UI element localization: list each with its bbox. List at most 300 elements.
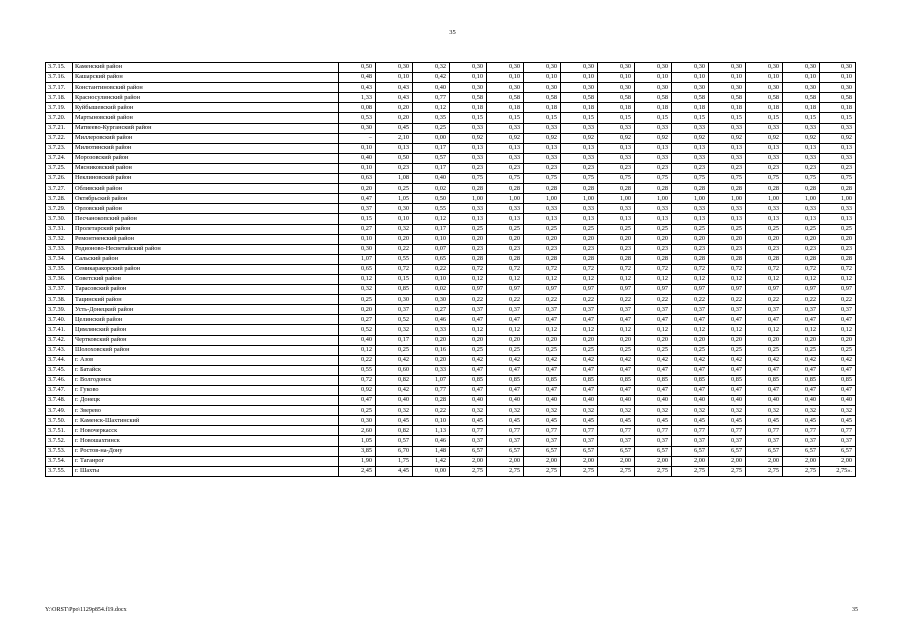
row-value: 0,33 bbox=[709, 153, 746, 163]
row-value: 0,75 bbox=[635, 174, 672, 184]
row-value: 0,20 bbox=[487, 335, 524, 345]
row-value: 0,23 bbox=[820, 244, 856, 254]
row-name: Мясниковский район bbox=[73, 163, 339, 173]
row-value: 0,30 bbox=[598, 83, 635, 93]
row-value: 0,85 bbox=[672, 375, 709, 385]
row-value: 0,50 bbox=[339, 63, 376, 73]
row-value: 0,85 bbox=[524, 375, 561, 385]
row-name: Кашарский район bbox=[73, 73, 339, 83]
row-code: 3.7.32. bbox=[46, 234, 73, 244]
row-value: 0,22 bbox=[598, 295, 635, 305]
row-value: 0,82 bbox=[376, 426, 413, 436]
row-value: 0,50 bbox=[376, 153, 413, 163]
row-value: 0,85 bbox=[450, 375, 487, 385]
row-value: 0,13 bbox=[598, 143, 635, 153]
row-value: 0,22 bbox=[376, 244, 413, 254]
row-value: 0,33 bbox=[783, 204, 820, 214]
row-value: 0,30 bbox=[820, 83, 856, 93]
row-code: 3.7.50. bbox=[46, 416, 73, 426]
row-value: 0,15 bbox=[524, 113, 561, 123]
row-value: 0,25 bbox=[524, 224, 561, 234]
row-value: 0,20 bbox=[709, 335, 746, 345]
row-value: 0,28 bbox=[450, 254, 487, 264]
row-value: 2,75 bbox=[598, 466, 635, 476]
row-value: 0,75 bbox=[487, 174, 524, 184]
row-value: 0,13 bbox=[783, 214, 820, 224]
row-value: 0,40 bbox=[783, 396, 820, 406]
row-value: 0,97 bbox=[524, 285, 561, 295]
row-value: 1,00 bbox=[524, 194, 561, 204]
row-value: 0,30 bbox=[635, 63, 672, 73]
row-value: 0,47 bbox=[746, 365, 783, 375]
table-row bbox=[46, 436, 856, 446]
row-value: 0,13 bbox=[561, 214, 598, 224]
row-value: 0,33 bbox=[524, 204, 561, 214]
row-value: 0,85 bbox=[820, 375, 856, 385]
row-value: 0,37 bbox=[450, 436, 487, 446]
row-value: 0,33 bbox=[598, 123, 635, 133]
row-value: 0,57 bbox=[376, 436, 413, 446]
row-value: 0,77 bbox=[450, 426, 487, 436]
row-value: 0,77 bbox=[598, 426, 635, 436]
row-code: 3.7.36. bbox=[46, 274, 73, 284]
row-value: 0,25 bbox=[820, 345, 856, 355]
row-value: 0,12 bbox=[339, 274, 376, 284]
row-value: 0,23 bbox=[376, 163, 413, 173]
row-value: 0,37 bbox=[598, 305, 635, 315]
row-value: 0,10 bbox=[413, 416, 450, 426]
row-value: 0,20 bbox=[672, 234, 709, 244]
row-value: 0,85 bbox=[709, 375, 746, 385]
row-value: 6,57 bbox=[635, 446, 672, 456]
row-value: 0,30 bbox=[598, 63, 635, 73]
row-value: 0,33 bbox=[820, 153, 856, 163]
row-name: Куйбышевский район bbox=[73, 103, 339, 113]
row-value: 0,40 bbox=[561, 396, 598, 406]
row-value: 0,32 bbox=[376, 325, 413, 335]
row-name: г. Зверево bbox=[73, 406, 339, 416]
row-value: 0,58 bbox=[450, 93, 487, 103]
row-value: 0,77 bbox=[524, 426, 561, 436]
row-value: 0,13 bbox=[672, 143, 709, 153]
row-value: 0,10 bbox=[413, 274, 450, 284]
row-value: 0,12 bbox=[635, 325, 672, 335]
row-value: 0,28 bbox=[709, 254, 746, 264]
row-name: Семикаракорский район bbox=[73, 264, 339, 274]
row-value: 0,17 bbox=[413, 224, 450, 234]
row-value: 0,32 bbox=[524, 406, 561, 416]
table-row bbox=[46, 305, 856, 315]
table-row bbox=[46, 103, 856, 113]
row-value: 0,28 bbox=[672, 184, 709, 194]
row-value: 0,33 bbox=[672, 204, 709, 214]
row-value: 0,47 bbox=[487, 386, 524, 396]
row-value: 0,45 bbox=[635, 416, 672, 426]
row-value: 0,55 bbox=[413, 204, 450, 214]
row-value: 0,02 bbox=[413, 184, 450, 194]
row-value: 0,45 bbox=[709, 416, 746, 426]
row-value: 1,42 bbox=[413, 456, 450, 466]
row-value: 0,15 bbox=[746, 113, 783, 123]
row-code: 3.7.20. bbox=[46, 113, 73, 123]
row-value: 1,00 bbox=[561, 194, 598, 204]
row-value: 0,13 bbox=[709, 143, 746, 153]
row-value: 0,33 bbox=[709, 123, 746, 133]
row-name: Чертковский район bbox=[73, 335, 339, 345]
row-value: 0,47 bbox=[561, 315, 598, 325]
row-name: Советский район bbox=[73, 274, 339, 284]
row-value: 0,52 bbox=[376, 315, 413, 325]
row-value: 0,47 bbox=[820, 365, 856, 375]
table-row bbox=[46, 83, 856, 93]
row-value: 0,23 bbox=[820, 163, 856, 173]
row-value: 0,30 bbox=[709, 63, 746, 73]
row-value: 0,85 bbox=[376, 285, 413, 295]
row-value: 0,47 bbox=[339, 194, 376, 204]
row-value: 0,40 bbox=[413, 83, 450, 93]
row-code: 3.7.46. bbox=[46, 375, 73, 385]
row-value: 0,75 bbox=[746, 174, 783, 184]
row-value: 0,13 bbox=[450, 214, 487, 224]
table-row bbox=[46, 355, 856, 365]
row-name: Морозовский район bbox=[73, 153, 339, 163]
row-value: 0,23 bbox=[524, 244, 561, 254]
row-name: Обливский район bbox=[73, 184, 339, 194]
table-row bbox=[46, 174, 856, 184]
row-value: 2,00 bbox=[783, 456, 820, 466]
row-value: 0,37 bbox=[746, 436, 783, 446]
row-value: 0,47 bbox=[783, 315, 820, 325]
row-value: 0,15 bbox=[635, 113, 672, 123]
row-value: 0,85 bbox=[487, 375, 524, 385]
row-value: 0,60 bbox=[376, 365, 413, 375]
row-value: 0,42 bbox=[413, 73, 450, 83]
row-code: 3.7.43. bbox=[46, 345, 73, 355]
row-value: 0,58 bbox=[820, 93, 856, 103]
row-value: 0,25 bbox=[487, 345, 524, 355]
row-value: 0,20 bbox=[413, 355, 450, 365]
table-row bbox=[46, 224, 856, 234]
row-value: 0,33 bbox=[598, 153, 635, 163]
row-value: 6,57 bbox=[487, 446, 524, 456]
row-value: 0,37 bbox=[450, 305, 487, 315]
row-value: 1,00 bbox=[450, 194, 487, 204]
row-value: 0,12 bbox=[598, 325, 635, 335]
row-value: 0,47 bbox=[635, 386, 672, 396]
row-value: 0,52 bbox=[339, 325, 376, 335]
row-value: 0,32 bbox=[783, 406, 820, 416]
row-value: 0,28 bbox=[561, 254, 598, 264]
row-value: 0,23 bbox=[561, 163, 598, 173]
row-value: 0,27 bbox=[413, 305, 450, 315]
row-value: 0,10 bbox=[450, 73, 487, 83]
row-value: 6,57 bbox=[746, 446, 783, 456]
row-code: 3.7.29. bbox=[46, 204, 73, 214]
row-value: 0,37 bbox=[524, 436, 561, 446]
row-value: 0,92 bbox=[709, 133, 746, 143]
row-value: 0,42 bbox=[746, 355, 783, 365]
row-value: 0,25 bbox=[339, 295, 376, 305]
row-value: 0,30 bbox=[413, 295, 450, 305]
row-value: 0,28 bbox=[561, 184, 598, 194]
row-value: 0,40 bbox=[376, 396, 413, 406]
row-value: 0,25 bbox=[746, 224, 783, 234]
row-value: 0,20 bbox=[783, 335, 820, 345]
row-value: 0,22 bbox=[783, 295, 820, 305]
row-value: 0,33 bbox=[746, 153, 783, 163]
footer-file-path: Y:\ORST\Ppo\1129p854.f19.docx bbox=[45, 607, 127, 613]
row-value: 0,97 bbox=[820, 285, 856, 295]
row-name: Шолоховский район bbox=[73, 345, 339, 355]
row-value: 0,23 bbox=[635, 163, 672, 173]
row-value: 1,48 bbox=[413, 446, 450, 456]
row-value: 2,75 bbox=[561, 466, 598, 476]
row-value: 0,20 bbox=[598, 335, 635, 345]
row-value: 0,72 bbox=[820, 264, 856, 274]
row-value: 0,30 bbox=[820, 63, 856, 73]
row-value: 0,30 bbox=[450, 83, 487, 93]
row-value: 0,20 bbox=[561, 335, 598, 345]
row-value: 0,15 bbox=[450, 113, 487, 123]
row-value: 0,32 bbox=[376, 406, 413, 416]
row-value: 0,92 bbox=[339, 386, 376, 396]
row-value: 0,72 bbox=[524, 264, 561, 274]
table-row bbox=[46, 274, 856, 284]
row-value: 0,30 bbox=[339, 123, 376, 133]
row-value: 0,12 bbox=[413, 214, 450, 224]
table-row bbox=[46, 93, 856, 103]
row-value: 0,47 bbox=[524, 315, 561, 325]
row-name: Сальский район bbox=[73, 254, 339, 264]
table-row bbox=[46, 406, 856, 416]
row-value: 0,30 bbox=[487, 83, 524, 93]
row-value: 0,97 bbox=[746, 285, 783, 295]
row-value: 0,58 bbox=[783, 93, 820, 103]
row-value: 0,12 bbox=[487, 274, 524, 284]
row-value: 0,75 bbox=[820, 174, 856, 184]
row-value: 0,47 bbox=[524, 386, 561, 396]
row-value: 2,00 bbox=[672, 456, 709, 466]
row-code: 3.7.15. bbox=[46, 63, 73, 73]
row-value: 0,28 bbox=[783, 184, 820, 194]
row-value: 0,37 bbox=[783, 436, 820, 446]
row-value: 0,42 bbox=[672, 355, 709, 365]
row-value: 0,13 bbox=[635, 143, 672, 153]
row-value: 0,30 bbox=[376, 63, 413, 73]
row-value: 0,20 bbox=[450, 234, 487, 244]
row-value: 0,40 bbox=[635, 396, 672, 406]
table-row bbox=[46, 315, 856, 325]
row-value: 3,85 bbox=[339, 446, 376, 456]
row-value: 0,37 bbox=[672, 305, 709, 315]
row-value: 0,15 bbox=[561, 113, 598, 123]
row-value: 0,85 bbox=[561, 375, 598, 385]
row-value: 0,47 bbox=[598, 386, 635, 396]
row-value: 0,42 bbox=[487, 355, 524, 365]
row-value: 0,30 bbox=[709, 83, 746, 93]
row-value: 2,75 bbox=[746, 466, 783, 476]
row-code: 3.7.39. bbox=[46, 305, 73, 315]
row-value: 0,32 bbox=[672, 406, 709, 416]
row-value: 0,85 bbox=[598, 375, 635, 385]
row-value: 0,23 bbox=[450, 244, 487, 254]
row-code: 3.7.18. bbox=[46, 93, 73, 103]
row-value: 0,13 bbox=[672, 214, 709, 224]
row-value: 0,12 bbox=[635, 274, 672, 284]
row-value: 0,47 bbox=[450, 386, 487, 396]
row-value: 0,28 bbox=[635, 254, 672, 264]
row-value: 0,12 bbox=[339, 345, 376, 355]
row-value: 0,13 bbox=[598, 214, 635, 224]
row-value: 0,40 bbox=[709, 396, 746, 406]
row-value: 0,25 bbox=[635, 345, 672, 355]
row-value: 0,72 bbox=[450, 264, 487, 274]
row-value: 0,28 bbox=[487, 254, 524, 264]
row-name: Песчанокопский район bbox=[73, 214, 339, 224]
row-value: 2,60 bbox=[339, 426, 376, 436]
row-value: 0,55 bbox=[339, 365, 376, 375]
row-value: 1,00 bbox=[487, 194, 524, 204]
row-value: 0,45 bbox=[746, 416, 783, 426]
row-value: 0,55 bbox=[376, 254, 413, 264]
row-value: 0,33 bbox=[487, 204, 524, 214]
row-value: 0,58 bbox=[524, 93, 561, 103]
row-value: 0,17 bbox=[376, 335, 413, 345]
table-row bbox=[46, 133, 856, 143]
row-value: 0,12 bbox=[820, 274, 856, 284]
row-name: Мартыновский район bbox=[73, 113, 339, 123]
row-value: 2,00 bbox=[450, 456, 487, 466]
row-value: 0,30 bbox=[339, 416, 376, 426]
row-value: 0,23 bbox=[709, 244, 746, 254]
row-value: 0,58 bbox=[598, 93, 635, 103]
row-value: 2,00 bbox=[598, 456, 635, 466]
row-value: 0,32 bbox=[413, 63, 450, 73]
row-value: 0,40 bbox=[339, 335, 376, 345]
row-value: 0,23 bbox=[672, 244, 709, 254]
row-value: 0,20 bbox=[635, 234, 672, 244]
row-value: 0,37 bbox=[561, 305, 598, 315]
row-value: 0,47 bbox=[339, 396, 376, 406]
row-name: Красносулинский район bbox=[73, 93, 339, 103]
row-code: 3.7.24. bbox=[46, 153, 73, 163]
row-value: 0,33 bbox=[635, 153, 672, 163]
row-value: 0,72 bbox=[598, 264, 635, 274]
row-value: 0,16 bbox=[413, 345, 450, 355]
row-value: 0,33 bbox=[635, 204, 672, 214]
row-value: 0,22 bbox=[672, 295, 709, 305]
row-value: 0,25 bbox=[635, 224, 672, 234]
row-value: 0,22 bbox=[561, 295, 598, 305]
row-value: 0,33 bbox=[561, 123, 598, 133]
row-value: 0,23 bbox=[746, 244, 783, 254]
row-value: 2,75». bbox=[820, 466, 856, 476]
row-value: 0,32 bbox=[376, 224, 413, 234]
table-row bbox=[46, 426, 856, 436]
row-value: 6,57 bbox=[820, 446, 856, 456]
row-value: 0,33 bbox=[598, 204, 635, 214]
row-value: 0,18 bbox=[746, 103, 783, 113]
row-value: 0,47 bbox=[820, 315, 856, 325]
row-value: 0,57 bbox=[413, 153, 450, 163]
row-value: 0,13 bbox=[709, 214, 746, 224]
row-value: 0,37 bbox=[376, 305, 413, 315]
row-value: 0,13 bbox=[820, 143, 856, 153]
row-value: 0,13 bbox=[487, 214, 524, 224]
row-value: 0,28 bbox=[598, 184, 635, 194]
row-value: 0,10 bbox=[561, 73, 598, 83]
row-value: 0,10 bbox=[376, 73, 413, 83]
row-value: 0,42 bbox=[561, 355, 598, 365]
row-value: 0,32 bbox=[561, 406, 598, 416]
row-value: 0,33 bbox=[635, 123, 672, 133]
row-value: 0,13 bbox=[783, 143, 820, 153]
row-value: 0,45 bbox=[450, 416, 487, 426]
row-value: 2,75 bbox=[783, 466, 820, 476]
row-value: 0,58 bbox=[635, 93, 672, 103]
row-code: 3.7.28. bbox=[46, 194, 73, 204]
row-name: Цимлянский район bbox=[73, 325, 339, 335]
row-value: 0,25 bbox=[598, 345, 635, 355]
row-value: 0,45 bbox=[598, 416, 635, 426]
row-value: 0,28 bbox=[746, 184, 783, 194]
row-name: Пролетарский район bbox=[73, 224, 339, 234]
row-value: 0,10 bbox=[783, 73, 820, 83]
row-value: 0,77 bbox=[413, 386, 450, 396]
row-value: 0,10 bbox=[524, 73, 561, 83]
row-name: Усть-Донецкий район bbox=[73, 305, 339, 315]
row-value: 0,00 bbox=[413, 466, 450, 476]
row-value: 0,08 bbox=[339, 103, 376, 113]
row-value: 0,37 bbox=[820, 305, 856, 315]
row-value: 0,58 bbox=[746, 93, 783, 103]
row-value: 0,17 bbox=[413, 143, 450, 153]
table-row bbox=[46, 73, 856, 83]
row-value: 0,23 bbox=[598, 163, 635, 173]
row-value: 0,28 bbox=[820, 184, 856, 194]
row-value: 0,47 bbox=[561, 365, 598, 375]
row-value: 0,75 bbox=[672, 174, 709, 184]
row-value: 0,77 bbox=[783, 426, 820, 436]
row-value: 0,32 bbox=[598, 406, 635, 416]
row-value: 0,12 bbox=[450, 274, 487, 284]
row-value: 0,40 bbox=[413, 174, 450, 184]
row-name: Тарасовский район bbox=[73, 285, 339, 295]
row-value: 0,25 bbox=[413, 123, 450, 133]
row-value: 0,10 bbox=[339, 234, 376, 244]
row-value: 0,72 bbox=[635, 264, 672, 274]
row-value: 0,92 bbox=[635, 133, 672, 143]
row-value: 0,13 bbox=[635, 214, 672, 224]
row-value: 0,33 bbox=[524, 123, 561, 133]
row-value: 0,40 bbox=[746, 396, 783, 406]
row-code: 3.7.45. bbox=[46, 365, 73, 375]
row-value: 0,97 bbox=[783, 285, 820, 295]
row-value: 0,30 bbox=[561, 63, 598, 73]
row-value: 0,92 bbox=[487, 133, 524, 143]
row-value: 0,47 bbox=[709, 365, 746, 375]
row-value: 0,27 bbox=[339, 315, 376, 325]
row-name: г. Таганрог bbox=[73, 456, 339, 466]
row-value: 0,97 bbox=[450, 285, 487, 295]
table-row bbox=[46, 153, 856, 163]
row-value: 0,32 bbox=[709, 406, 746, 416]
row-value: 0,37 bbox=[709, 305, 746, 315]
row-value: 0,23 bbox=[672, 163, 709, 173]
row-value: 0,10 bbox=[820, 73, 856, 83]
row-value: 0,18 bbox=[672, 103, 709, 113]
table-row bbox=[46, 335, 856, 345]
